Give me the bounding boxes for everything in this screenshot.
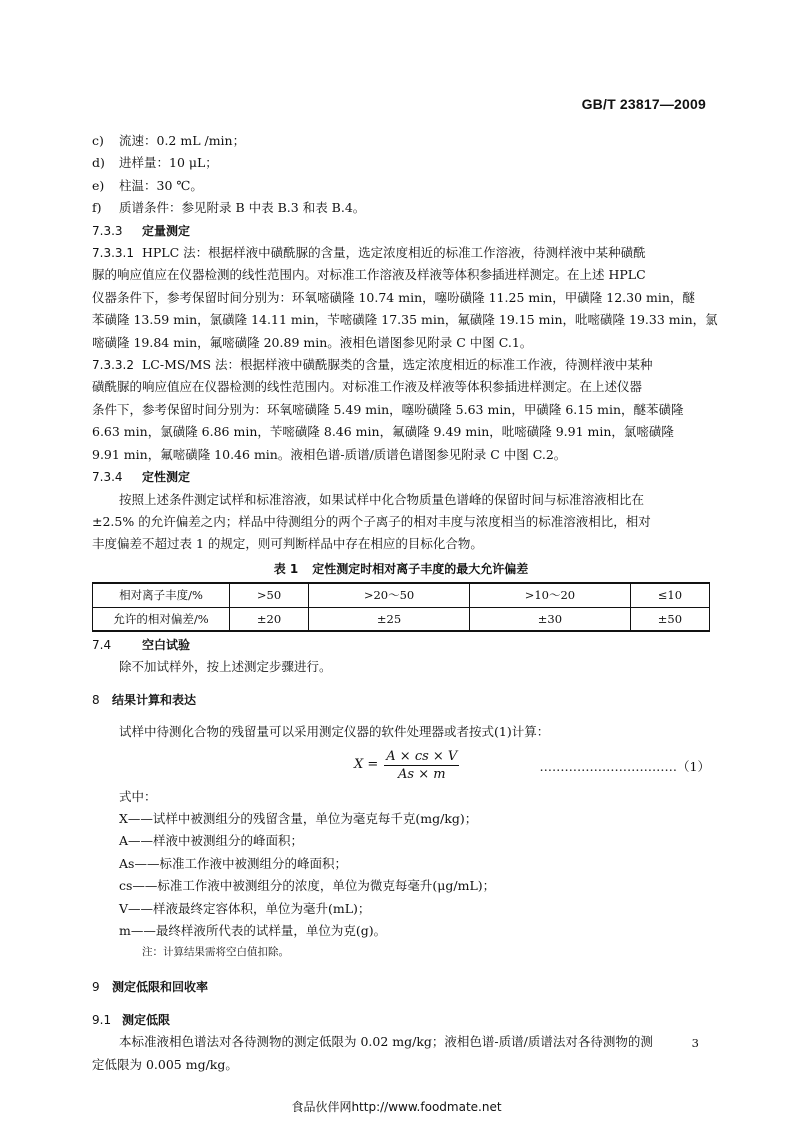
definition-item: cs——标准工作液中被测组分的浓度，单位为微克每毫升(μg/mL)； bbox=[119, 878, 496, 894]
definition-item: m——最终样液所代表的试样量，单位为克(g)。 bbox=[119, 923, 387, 938]
section-heading-9 bbox=[92, 976, 710, 998]
paragraph-7-3-3-1 bbox=[92, 242, 718, 354]
formula-denominator: As × m bbox=[398, 766, 446, 782]
paragraph-line: 丰度偏差不超过表 1 的规定，则可判断样品中存在相应的目标化合物。 bbox=[92, 536, 483, 552]
section-title: 定性测定 bbox=[142, 470, 191, 485]
clause-number: 7.3.3.1 bbox=[92, 246, 134, 261]
section-title: 定量测定 bbox=[142, 223, 191, 238]
equation-number: ……………………………（1） bbox=[539, 758, 710, 774]
section-number: 7.3.4 bbox=[92, 470, 123, 485]
section-title: 结果计算和表达 bbox=[112, 692, 197, 707]
section-number: 9 bbox=[92, 980, 100, 995]
formula-expression bbox=[354, 748, 459, 783]
table-row bbox=[93, 607, 710, 631]
calculation-note: 注：计算结果需将空白值扣除。 bbox=[142, 946, 289, 959]
formula-1 bbox=[92, 748, 710, 786]
paragraph-line: 本标准液相色谱法对各待测物的测定低限为 0.02 mg/kg；液相色谱-质谱/质谱法对各待测物的测 bbox=[119, 1034, 653, 1050]
formula-numerator: A × cs × V bbox=[386, 748, 458, 764]
section-number: 9.1 bbox=[92, 1012, 112, 1027]
paragraph-line: LC-MS/MS 法：根据样液中磺酰脲类的含量，选定浓度相近的标准工作液，待测样液中某种 bbox=[141, 357, 653, 373]
variable-definitions bbox=[92, 808, 710, 942]
section-heading-7-4 bbox=[92, 634, 710, 656]
paragraph-7-4: 除不加试样外，按上述测定步骤进行。 bbox=[119, 659, 332, 675]
clause-number: 7.3.3.2 bbox=[92, 358, 134, 373]
list-item bbox=[92, 197, 710, 219]
paragraph-line: 磺酰脲的响应值应在仪器检测的线性范围内。对标准工作液及样液等体积参插进样测定。在上述仪器 bbox=[92, 379, 643, 395]
paragraph-line: 定低限为 0.005 mg/kg。 bbox=[92, 1056, 238, 1072]
section-heading-7-3-3 bbox=[92, 220, 710, 242]
paragraph-9-1 bbox=[92, 1031, 710, 1076]
table-row bbox=[93, 583, 710, 607]
definition-item: V——样液最终定容体积，单位为毫升(mL)； bbox=[119, 900, 371, 916]
list-label: f) bbox=[92, 200, 102, 216]
row-header: 相对离子丰度/% bbox=[93, 583, 230, 607]
where-label: 式中： bbox=[119, 788, 157, 804]
standard-code: GB/T 23817—2009 bbox=[581, 96, 706, 112]
table-cell: ±30 bbox=[469, 607, 630, 631]
section-number: 8 bbox=[92, 692, 100, 707]
table-cell: >20～50 bbox=[309, 583, 470, 607]
paragraph-7-3-3-2 bbox=[92, 354, 710, 466]
paragraph-line: 苯磺隆 13.59 min，氯磺隆 14.11 min，苄嘧磺隆 17.35 min，氟磺隆 19.15 min，吡嘧磺隆 19.33 min，氯 bbox=[92, 312, 718, 328]
paragraph-7-3-4 bbox=[92, 489, 710, 556]
paragraph-line: 脲的响应值应在仪器检测的线性范围内。对标准工作溶液及样液等体积参插进样测定。在上述 HPLC bbox=[92, 267, 646, 283]
paragraph-line: 9.91 min，氟嘧磺隆 10.46 min。液相色谱-质谱/质谱色谱图参见附录 C 中图 C.2。 bbox=[92, 446, 567, 462]
table-cell: ±25 bbox=[309, 607, 470, 631]
section-heading-7-3-4 bbox=[92, 466, 710, 488]
table-label: 表 1 bbox=[273, 561, 299, 576]
list-text: 质谱条件：参见附录 B 中表 B.3 和表 B.4。 bbox=[119, 200, 366, 216]
list-label: c) bbox=[92, 133, 104, 148]
footer-watermark: 食品伙伴网http://www.foodmate.net bbox=[291, 1100, 502, 1114]
list-item bbox=[92, 175, 710, 197]
paragraph-line: 6.63 min，氯磺隆 6.86 min，苄嘧磺隆 8.46 min，氟磺隆 9.49 min，吡嘧磺隆 9.91 min，氯嘧磺隆 bbox=[92, 424, 674, 440]
table-cell: >10～20 bbox=[469, 583, 630, 607]
paragraph-line: 条件下，参考保留时间分别为：环氧嘧磺隆 5.49 min，噻吩磺隆 5.63 min，甲磺隆 6.15 min，醚苯磺隆 bbox=[92, 401, 684, 417]
table-caption bbox=[92, 558, 710, 580]
definition-item: A——样液中被测组分的峰面积； bbox=[119, 833, 304, 849]
table-cell: ≤10 bbox=[630, 583, 709, 607]
section-title: 空白试验 bbox=[142, 637, 191, 652]
list-text: 柱温：30 ℃。 bbox=[119, 177, 203, 193]
section-title: 测定低限 bbox=[122, 1012, 171, 1027]
page-content bbox=[92, 130, 718, 1076]
definition-item: X——试样中被测组分的残留含量，单位为毫克每千克(mg/kg)； bbox=[119, 810, 478, 826]
deviation-table bbox=[92, 582, 710, 632]
row-header: 允许的相对偏差/% bbox=[93, 607, 230, 631]
paragraph-line: ±2.5% 的允许偏差之内；样品中待测组分的两个子离子的相对丰度与浓度相当的标准溶液相比，相对 bbox=[92, 513, 651, 529]
list-label: e) bbox=[92, 177, 105, 193]
section-heading-8 bbox=[92, 689, 710, 711]
list-text: 流速：0.2 mL /min； bbox=[119, 133, 246, 148]
definition-item: As——标准工作液中被测组分的峰面积； bbox=[119, 855, 347, 871]
table-cell: >50 bbox=[230, 583, 309, 607]
list-label: d) bbox=[92, 155, 105, 171]
table-cell: ±20 bbox=[230, 607, 309, 631]
section-title: 测定低限和回收率 bbox=[112, 980, 209, 995]
paragraph-line: 仪器条件下，参考保留时间分别为：环氧嘧磺隆 10.74 min，噻吩磺隆 11.25 min，甲磺隆 12.30 min，醚 bbox=[92, 289, 695, 305]
formula-lhs: X = bbox=[354, 756, 379, 772]
formula-fraction bbox=[384, 748, 459, 783]
paragraph-line: HPLC 法：根据样液中磺酰脲的含量，选定浓度相近的标准工作溶液，待测样液中某种磺酰 bbox=[141, 245, 646, 261]
table-cell: ±50 bbox=[630, 607, 709, 631]
list-item bbox=[92, 130, 710, 152]
section-number: 7.3.3 bbox=[92, 223, 123, 238]
list-text: 进样量：10 μL； bbox=[119, 155, 218, 171]
paragraph-line: 嘧磺隆 19.84 min，氟嘧磺隆 20.89 min。液相色谱图参见附录 C 中图 C.1。 bbox=[92, 334, 533, 350]
section-heading-9-1 bbox=[92, 1009, 710, 1031]
list-item bbox=[92, 152, 710, 174]
table-title: 定性测定时相对离子丰度的最大允许偏差 bbox=[312, 561, 529, 576]
section-number: 7.4 bbox=[92, 637, 112, 652]
paragraph-8-intro: 试样中待测化合物的残留量可以采用测定仪器的软件处理器或者按式(1)计算： bbox=[119, 724, 550, 740]
paragraph-line: 按照上述条件测定试样和标准溶液，如果试样中化合物质量色谱峰的保留时间与标准溶液相比在 bbox=[119, 491, 645, 507]
page-number: 3 bbox=[691, 1036, 699, 1050]
